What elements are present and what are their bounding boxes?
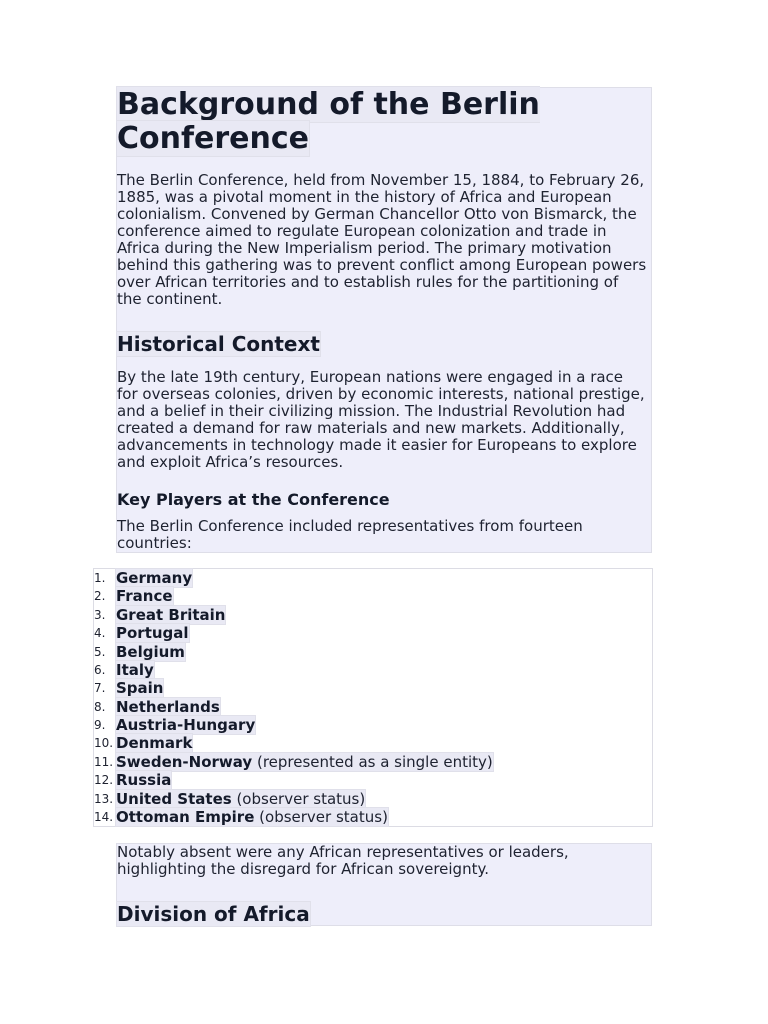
list-number: 11. bbox=[94, 755, 114, 769]
country-note: (observer status) bbox=[259, 808, 388, 826]
list-number: 8. bbox=[94, 700, 106, 714]
key-players-heading: Key Players at the Conference bbox=[117, 490, 390, 509]
country-name: Denmark bbox=[116, 734, 193, 752]
list-number: 2. bbox=[94, 589, 106, 603]
country-name: Netherlands bbox=[116, 698, 220, 716]
outro-section bbox=[116, 843, 652, 926]
list-number: 10. bbox=[94, 736, 114, 750]
country-name: France bbox=[116, 587, 173, 605]
list-number: 4. bbox=[94, 626, 106, 640]
list-number: 5. bbox=[94, 645, 106, 659]
list-number: 1. bbox=[94, 571, 106, 585]
country-name: Ottoman Empire bbox=[116, 808, 255, 826]
country-name: Portugal bbox=[116, 624, 189, 642]
country-name: Italy bbox=[116, 661, 154, 679]
country-name: Austria-Hungary bbox=[116, 716, 256, 734]
key-players-intro: The Berlin Conference included representatives from fourteen countries: bbox=[117, 517, 583, 552]
country-name: United States bbox=[116, 790, 232, 808]
list-number: 13. bbox=[94, 792, 114, 806]
country-note: (observer status) bbox=[236, 790, 366, 808]
intro-section bbox=[116, 87, 652, 553]
country-note: (represented as a single entity) bbox=[256, 753, 493, 771]
country-name: Spain bbox=[116, 679, 164, 697]
country-name: Belgium bbox=[116, 643, 185, 661]
historical-context-heading: Historical Context bbox=[117, 332, 320, 356]
country-name: Russia bbox=[116, 771, 172, 789]
country-name: Sweden-Norway bbox=[116, 753, 253, 771]
country-name: Germany bbox=[116, 569, 193, 587]
intro-paragraph: The Berlin Conference, held from November 15, 1884, to February 26, 1885, was a pivotal moment in the history of Africa and European colonialism. Convened by German Chancellor Otto von Bismarck, the conference aimed to regulate European colonization and trade in Africa during the New Imperialism period. The primary motivation behind this gathering was to prevent conflict among European powers over African territories and to establish rules for the partitioning of the continent. bbox=[117, 171, 647, 308]
list-number: 6. bbox=[94, 663, 106, 677]
country-name: Great Britain bbox=[116, 606, 226, 624]
historical-context-paragraph: By the late 19th century, European nations were engaged in a race for overseas colonies, driven by economic interests, national prestige, and a belief in their civilizing mission. The Industrial Revolution had created a demand for raw materials and new markets. Additionally, advancements in technology made it easier for Europeans to explore and exploit Africa’s resources. bbox=[117, 368, 645, 471]
list-number: 7. bbox=[94, 681, 106, 695]
list-number: 3. bbox=[94, 608, 106, 622]
division-heading: Division of Africa bbox=[117, 902, 310, 926]
page-title: Background of the Berlin Conference bbox=[117, 87, 540, 156]
absence-note-paragraph: Notably absent were any African representatives or leaders, highlighting the disregard for African sovereignty. bbox=[117, 843, 569, 878]
list-number: 14. bbox=[94, 810, 114, 824]
list-number: 9. bbox=[94, 718, 106, 732]
country-list bbox=[93, 568, 653, 827]
list-number: 12. bbox=[94, 773, 114, 787]
